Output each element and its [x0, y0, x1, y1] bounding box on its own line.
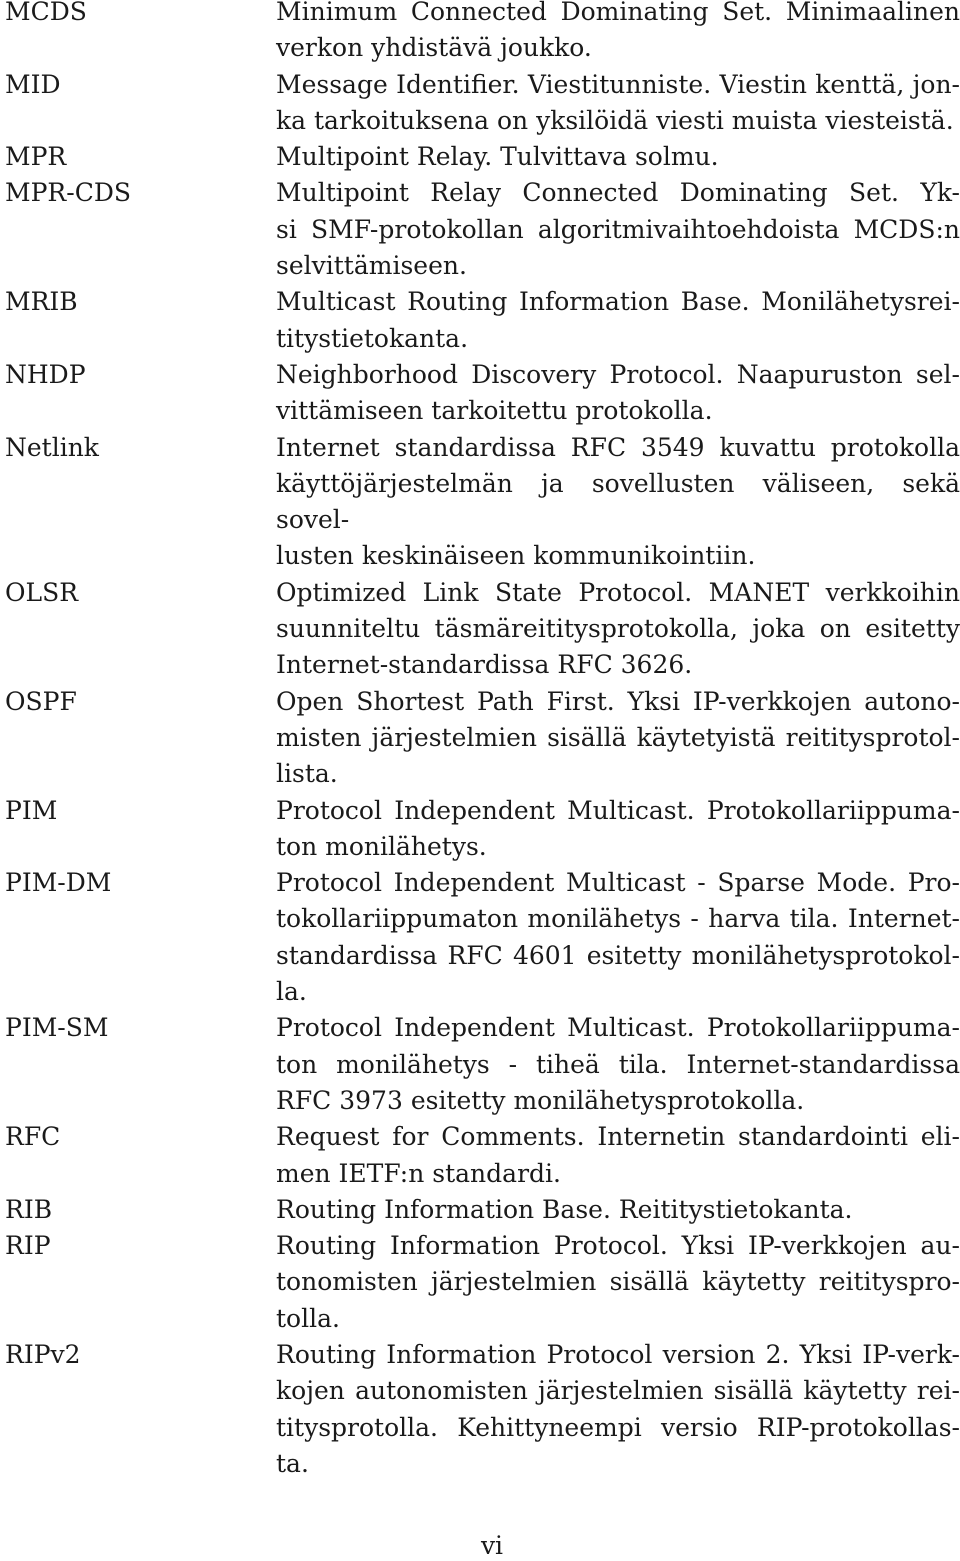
definition-line: tonomisten järjestelmien sisällä käytetty reitityspro-: [276, 1267, 960, 1297]
glossary-definition: [276, 284, 960, 357]
definition-line: misten järjestelmien sisällä käytetyistä reititysprotol-: [276, 722, 960, 752]
glossary-definition: [276, 139, 960, 175]
glossary-definition: [276, 1228, 960, 1337]
glossary-term: OLSR: [5, 577, 79, 607]
glossary-term: OSPF: [5, 686, 77, 716]
page-number: vi: [480, 1531, 504, 1560]
definition-line: Multipoint Relay. Tulvittava solmu.: [276, 142, 719, 172]
glossary-definition: [276, 1192, 960, 1228]
definition-line: lista.: [276, 759, 338, 789]
glossary-entry: [5, 357, 960, 430]
definition-line: käyttöjärjestelmän ja sovellusten väliseen, sekä sovel-: [276, 468, 960, 535]
definition-line: titysprotolla. Kehittyneempi versio RIP-protokollas-: [276, 1412, 960, 1442]
definition-line: ton monilähetys.: [276, 831, 487, 861]
definition-line: selvittämiseen.: [276, 251, 467, 281]
definition-line: ton monilähetys - tiheä tila. Internet-standardissa: [276, 1049, 960, 1079]
glossary-entry: [5, 1119, 960, 1192]
definition-line: ka tarkoituksena on yksilöidä viesti muista viesteistä.: [276, 105, 954, 135]
definition-line: Message Identifier. Viestitunniste. Viestin kenttä, jon-: [276, 69, 960, 99]
definition-line: Routing Information Base. Reititystietokanta.: [276, 1194, 853, 1224]
glossary-entry: [5, 575, 960, 684]
definition-line: Routing Information Protocol version 2. Yksi IP-verk-: [276, 1339, 960, 1369]
glossary-term: RIPv2: [5, 1339, 81, 1369]
definition-line: tolla.: [276, 1303, 340, 1333]
definition-line: Internet-standardissa RFC 3626.: [276, 650, 693, 680]
glossary-entry: [5, 430, 960, 575]
glossary-definition: [276, 430, 960, 575]
glossary-term: MPR-CDS: [5, 178, 131, 208]
glossary-term: MPR: [5, 142, 67, 172]
glossary-term: RIB: [5, 1194, 53, 1224]
definition-line: titystietokanta.: [276, 323, 469, 353]
definition-line: Internet standardissa RFC 3549 kuvattu protokolla: [276, 432, 960, 462]
definition-line: suunniteltu täsmäreititysprotokolla, joka on esitetty: [276, 614, 960, 644]
glossary-entry: [5, 684, 960, 793]
definition-line: Neighborhood Discovery Protocol. Naapuruston sel-: [276, 359, 960, 389]
glossary-definition: [276, 793, 960, 866]
definition-line: Protocol Independent Multicast - Sparse Mode. Pro-: [276, 868, 960, 898]
glossary-entry: [5, 865, 960, 1010]
definition-line: Open Shortest Path First. Yksi IP-verkkojen autono-: [276, 686, 960, 716]
glossary-definition: [276, 1119, 960, 1192]
glossary-definition: [276, 357, 960, 430]
glossary-entry: [5, 793, 960, 866]
definition-line: verkon yhdistävä joukko.: [276, 33, 592, 63]
glossary-definition: [276, 1010, 960, 1119]
definition-line: standardissa RFC 4601 esitetty monilähetysprotokol-: [276, 940, 960, 970]
glossary-term: Netlink: [5, 432, 99, 462]
glossary-entry: [5, 139, 960, 175]
definition-line: Routing Information Protocol. Yksi IP-verkkojen au-: [276, 1231, 960, 1261]
definition-line: Minimum Connected Dominating Set. Minimaalinen: [276, 0, 960, 26]
glossary-term: PIM-SM: [5, 1013, 109, 1043]
glossary-term: MCDS: [5, 0, 87, 26]
definition-line: Multicast Routing Information Base. Monilähetysrei-: [276, 287, 960, 317]
glossary-list: [5, 0, 960, 1482]
definition-line: kojen autonomisten järjestelmien sisällä käytetty rei-: [276, 1376, 960, 1406]
glossary-definition: [276, 865, 960, 1010]
glossary-definition: [276, 1337, 960, 1482]
glossary-term: PIM-DM: [5, 868, 112, 898]
glossary-definition: [276, 67, 960, 140]
glossary-entry: [5, 1228, 960, 1337]
glossary-entry: [5, 0, 960, 67]
glossary-entry: [5, 175, 960, 284]
glossary-definition: [276, 175, 960, 284]
definition-line: vittämiseen tarkoitettu protokolla.: [276, 396, 713, 426]
glossary-definition: [276, 575, 960, 684]
definition-line: ta.: [276, 1448, 309, 1478]
definition-line: si SMF-protokollan algoritmivaihtoehdoista MCDS:n: [276, 214, 960, 244]
glossary-definition: [276, 0, 960, 67]
definition-line: men IETF:n standardi.: [276, 1158, 561, 1188]
definition-line: Optimized Link State Protocol. MANET verkkoihin: [276, 577, 960, 607]
glossary-entry: [5, 1337, 960, 1482]
glossary-entry: [5, 67, 960, 140]
glossary-entry: [5, 284, 960, 357]
definition-line: lusten keskinäiseen kommunikointiin.: [276, 541, 756, 571]
definition-line: RFC 3973 esitetty monilähetysprotokolla.: [276, 1085, 805, 1115]
definition-line: Protocol Independent Multicast. Protokollariippuma-: [276, 1013, 960, 1043]
definition-line: la.: [276, 977, 307, 1007]
glossary-term: RIP: [5, 1231, 51, 1261]
glossary-term: PIM: [5, 795, 58, 825]
definition-line: tokollariippumaton monilähetys - harva tila. Internet-: [276, 904, 960, 934]
glossary-term: MID: [5, 69, 61, 99]
definition-line: Multipoint Relay Connected Dominating Set. Yk-: [276, 178, 960, 208]
glossary-definition: [276, 684, 960, 793]
definition-line: Protocol Independent Multicast. Protokollariippuma-: [276, 795, 960, 825]
glossary-entry: [5, 1010, 960, 1119]
glossary-entry: [5, 1192, 960, 1228]
glossary-term: NHDP: [5, 359, 86, 389]
glossary-term: MRIB: [5, 287, 78, 317]
glossary-term: RFC: [5, 1122, 61, 1152]
definition-line: Request for Comments. Internetin standardointi eli-: [276, 1122, 960, 1152]
